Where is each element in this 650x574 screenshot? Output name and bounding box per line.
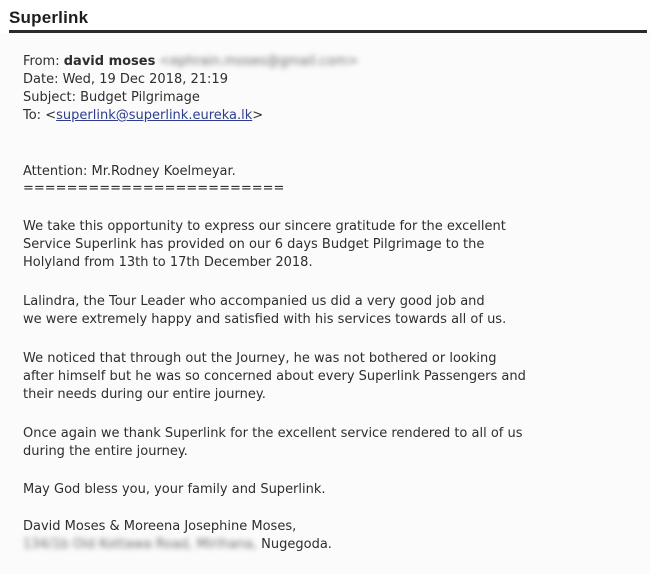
- from-name: david moses: [63, 54, 156, 69]
- paragraph-2-line: Lalindra, the Tour Leader who accompanied us did a very good job and: [23, 294, 485, 309]
- from-line: [23, 53, 358, 70]
- address-city: Nugegoda.: [261, 537, 332, 552]
- signature-line: David Moses & Moreena Josephine Moses,: [23, 519, 297, 534]
- paragraph-1-line: We take this opportunity to express our sincere gratitude for the excellent: [23, 219, 506, 234]
- to-address-link[interactable]: superlink@superlink.eureka.lk: [56, 108, 253, 123]
- date-value: Wed, 19 Dec 2018, 21:19: [62, 72, 228, 87]
- from-label: From:: [23, 54, 60, 69]
- subject-label: Subject:: [23, 90, 76, 105]
- to-label: To:: [23, 108, 42, 123]
- to-open-bracket: <: [45, 108, 57, 123]
- to-line: [23, 107, 263, 124]
- paragraph-2-line: we were extremely happy and satisfied with his services towards all of us.: [23, 312, 507, 327]
- paragraph-1-line: Service Superlink has provided on our 6 days Budget Pilgrimage to the: [23, 237, 485, 252]
- to-close-bracket: >: [252, 108, 264, 123]
- date-line: [23, 71, 228, 88]
- subject-value: Budget Pilgrimage: [80, 90, 200, 105]
- paragraph-3-line: We noticed that through out the Journey, he was not bothered or looking: [23, 351, 497, 366]
- paragraph-3-line: their needs during our entire journey.: [23, 387, 266, 402]
- blessing-line: May God bless you, your family and Superlink.: [23, 482, 326, 497]
- paragraph-4-line: during the entire journey.: [23, 444, 188, 459]
- paragraph-1-line: Holyland from 13th to 17th December 2018.: [23, 255, 313, 270]
- subject-line: [23, 89, 200, 106]
- brand-title: Superlink: [9, 8, 89, 27]
- attention-line: Attention: Mr.Rodney Koelmeyar.: [23, 164, 236, 179]
- paragraph-4-line: Once again we thank Superlink for the excellent service rendered to all of us: [23, 426, 523, 441]
- paragraph-3-line: after himself but he was so concerned about every Superlink Passengers and: [23, 369, 526, 384]
- email-document: [0, 33, 650, 574]
- separator-line: ========================: [23, 181, 285, 196]
- date-label: Date:: [23, 72, 59, 87]
- address-redacted: 134/1b Old Kottawa Road, Mirihana,: [23, 537, 258, 552]
- address-line: [23, 536, 332, 553]
- from-address-redacted: <ephrain.moses@gmail.com>: [159, 54, 359, 69]
